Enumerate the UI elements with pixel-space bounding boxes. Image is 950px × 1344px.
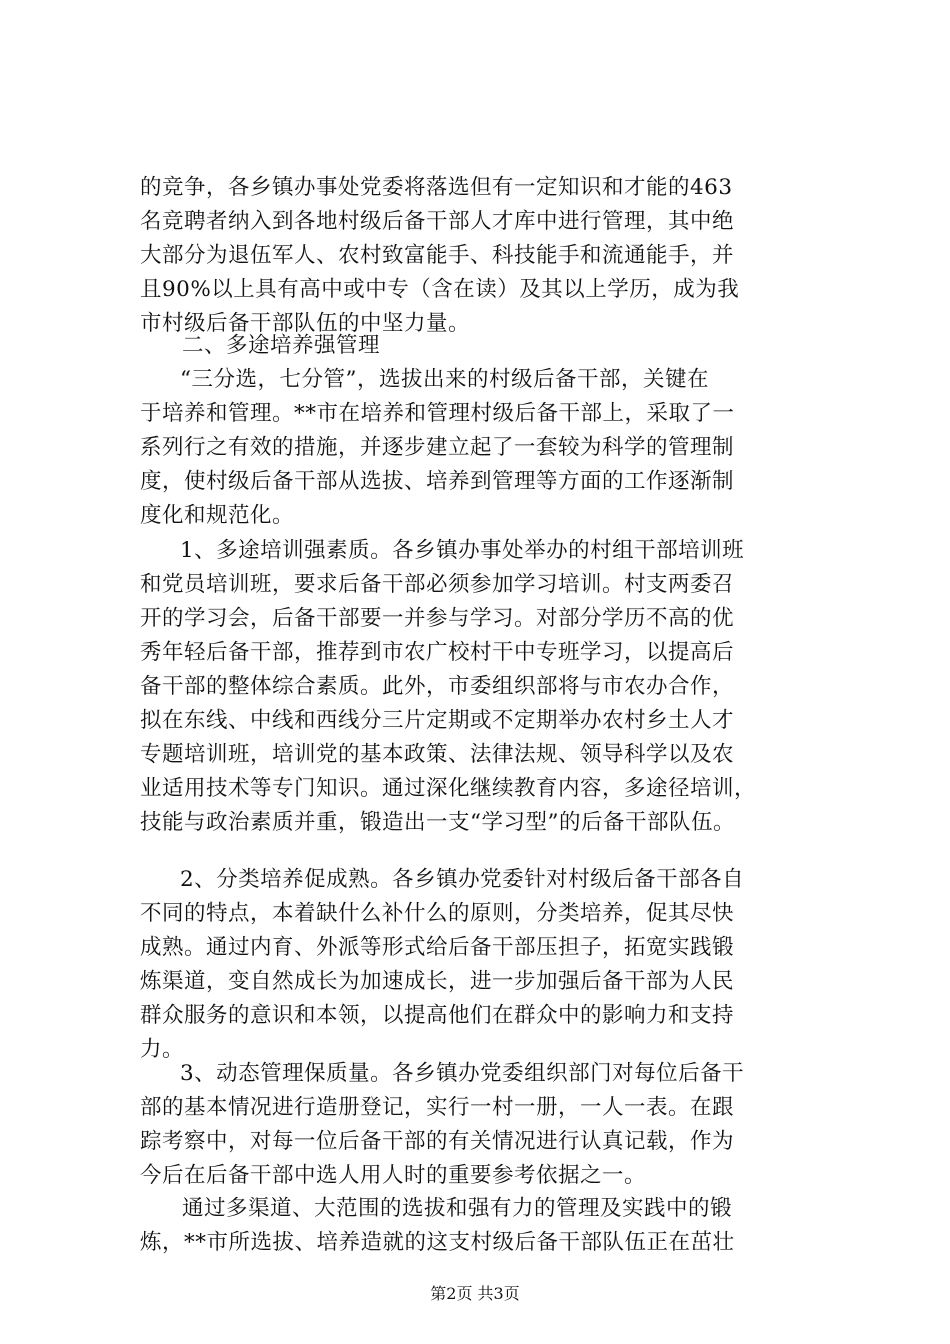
text-line: 部的基本情况进行造册登记，实行一村一册，一人一表。在跟 bbox=[140, 1095, 735, 1120]
text-line: 系列行之有效的措施，并逐步建立起了一套较为科学的管理制 bbox=[140, 435, 735, 460]
text-line: 市村级后备干部队伍的中坚力量。 bbox=[140, 311, 471, 336]
text-line: 度，使村级后备干部从选拔、培养到管理等方面的工作逐渐制 bbox=[140, 469, 735, 494]
page-number-footer: 第2页 共3页 bbox=[430, 1284, 520, 1303]
text-line: 名竞聘者纳入到各地村级后备干部人才库中进行管理，其中绝 bbox=[140, 209, 735, 234]
text-line: 开的学习会，后备干部要一并参与学习。对部分学历不高的优 bbox=[140, 606, 735, 631]
text-line: 业适用技术等专门知识。通过深化继续教育内容，多途径培训， bbox=[140, 776, 757, 801]
text-line: 炼渠道，变自然成长为加速成长，进一步加强后备干部为人民 bbox=[140, 969, 735, 994]
text-line: 不同的特点，本着缺什么补什么的原则，分类培养，促其尽快 bbox=[140, 901, 735, 926]
section-heading: 二、多途培养强管理 bbox=[182, 333, 381, 358]
text-line: 2、分类培养促成熟。各乡镇办党委针对村级后备干部各自 bbox=[180, 867, 745, 892]
text-line: 且90%以上具有高中或中专（含在读）及其以上学历，成为我 bbox=[140, 277, 740, 302]
text-line: 于培养和管理。**市在培养和管理村级后备干部上，采取了一 bbox=[140, 401, 735, 426]
text-line: 通过多渠道、大范围的选拔和强有力的管理及实践中的锻 bbox=[182, 1196, 733, 1221]
text-line: 群众服务的意识和本领，以提高他们在群众中的影响力和支持 bbox=[140, 1003, 735, 1028]
text-line: 度化和规范化。 bbox=[140, 503, 295, 528]
text-line: 秀年轻后备干部，推荐到市农广校村干中专班学习，以提高后 bbox=[140, 640, 735, 665]
text-line: 力。 bbox=[140, 1037, 185, 1062]
text-line: 拟在东线、中线和西线分三片定期或不定期举办农村乡土人才 bbox=[140, 708, 735, 733]
text-line: 1、多途培训强素质。各乡镇办事处举办的村组干部培训班 bbox=[180, 538, 745, 563]
text-line: 炼，**市所选拔、培养造就的这支村级后备干部队伍正在茁壮 bbox=[140, 1230, 735, 1255]
text-line: “三分选，七分管”，选拔出来的村级后备干部，关键在 bbox=[180, 367, 709, 392]
text-line: 技能与政治素质并重，锻造出一支“学习型”的后备干部队伍。 bbox=[140, 810, 735, 835]
text-line: 的竞争，各乡镇办事处党委将落选但有一定知识和才能的463 bbox=[140, 175, 733, 200]
text-line: 成熟。通过内育、外派等形式给后备干部压担子，拓宽实践锻 bbox=[140, 935, 735, 960]
text-line: 和党员培训班，要求后备干部必须参加学习培训。村支两委召 bbox=[140, 572, 735, 597]
text-line: 备干部的整体综合素质。此外，市委组织部将与市农办合作， bbox=[140, 674, 735, 699]
text-line: 大部分为退伍军人、农村致富能手、科技能手和流通能手，并 bbox=[140, 243, 735, 268]
text-line: 3、动态管理保质量。各乡镇办党委组织部门对每位后备干 bbox=[180, 1061, 745, 1086]
text-line: 今后在后备干部中选人用人时的重要参考依据之一。 bbox=[140, 1163, 647, 1188]
text-line: 踪考察中，对每一位后备干部的有关情况进行认真记载，作为 bbox=[140, 1129, 735, 1154]
text-line: 专题培训班，培训党的基本政策、法律法规、领导科学以及农 bbox=[140, 742, 735, 767]
